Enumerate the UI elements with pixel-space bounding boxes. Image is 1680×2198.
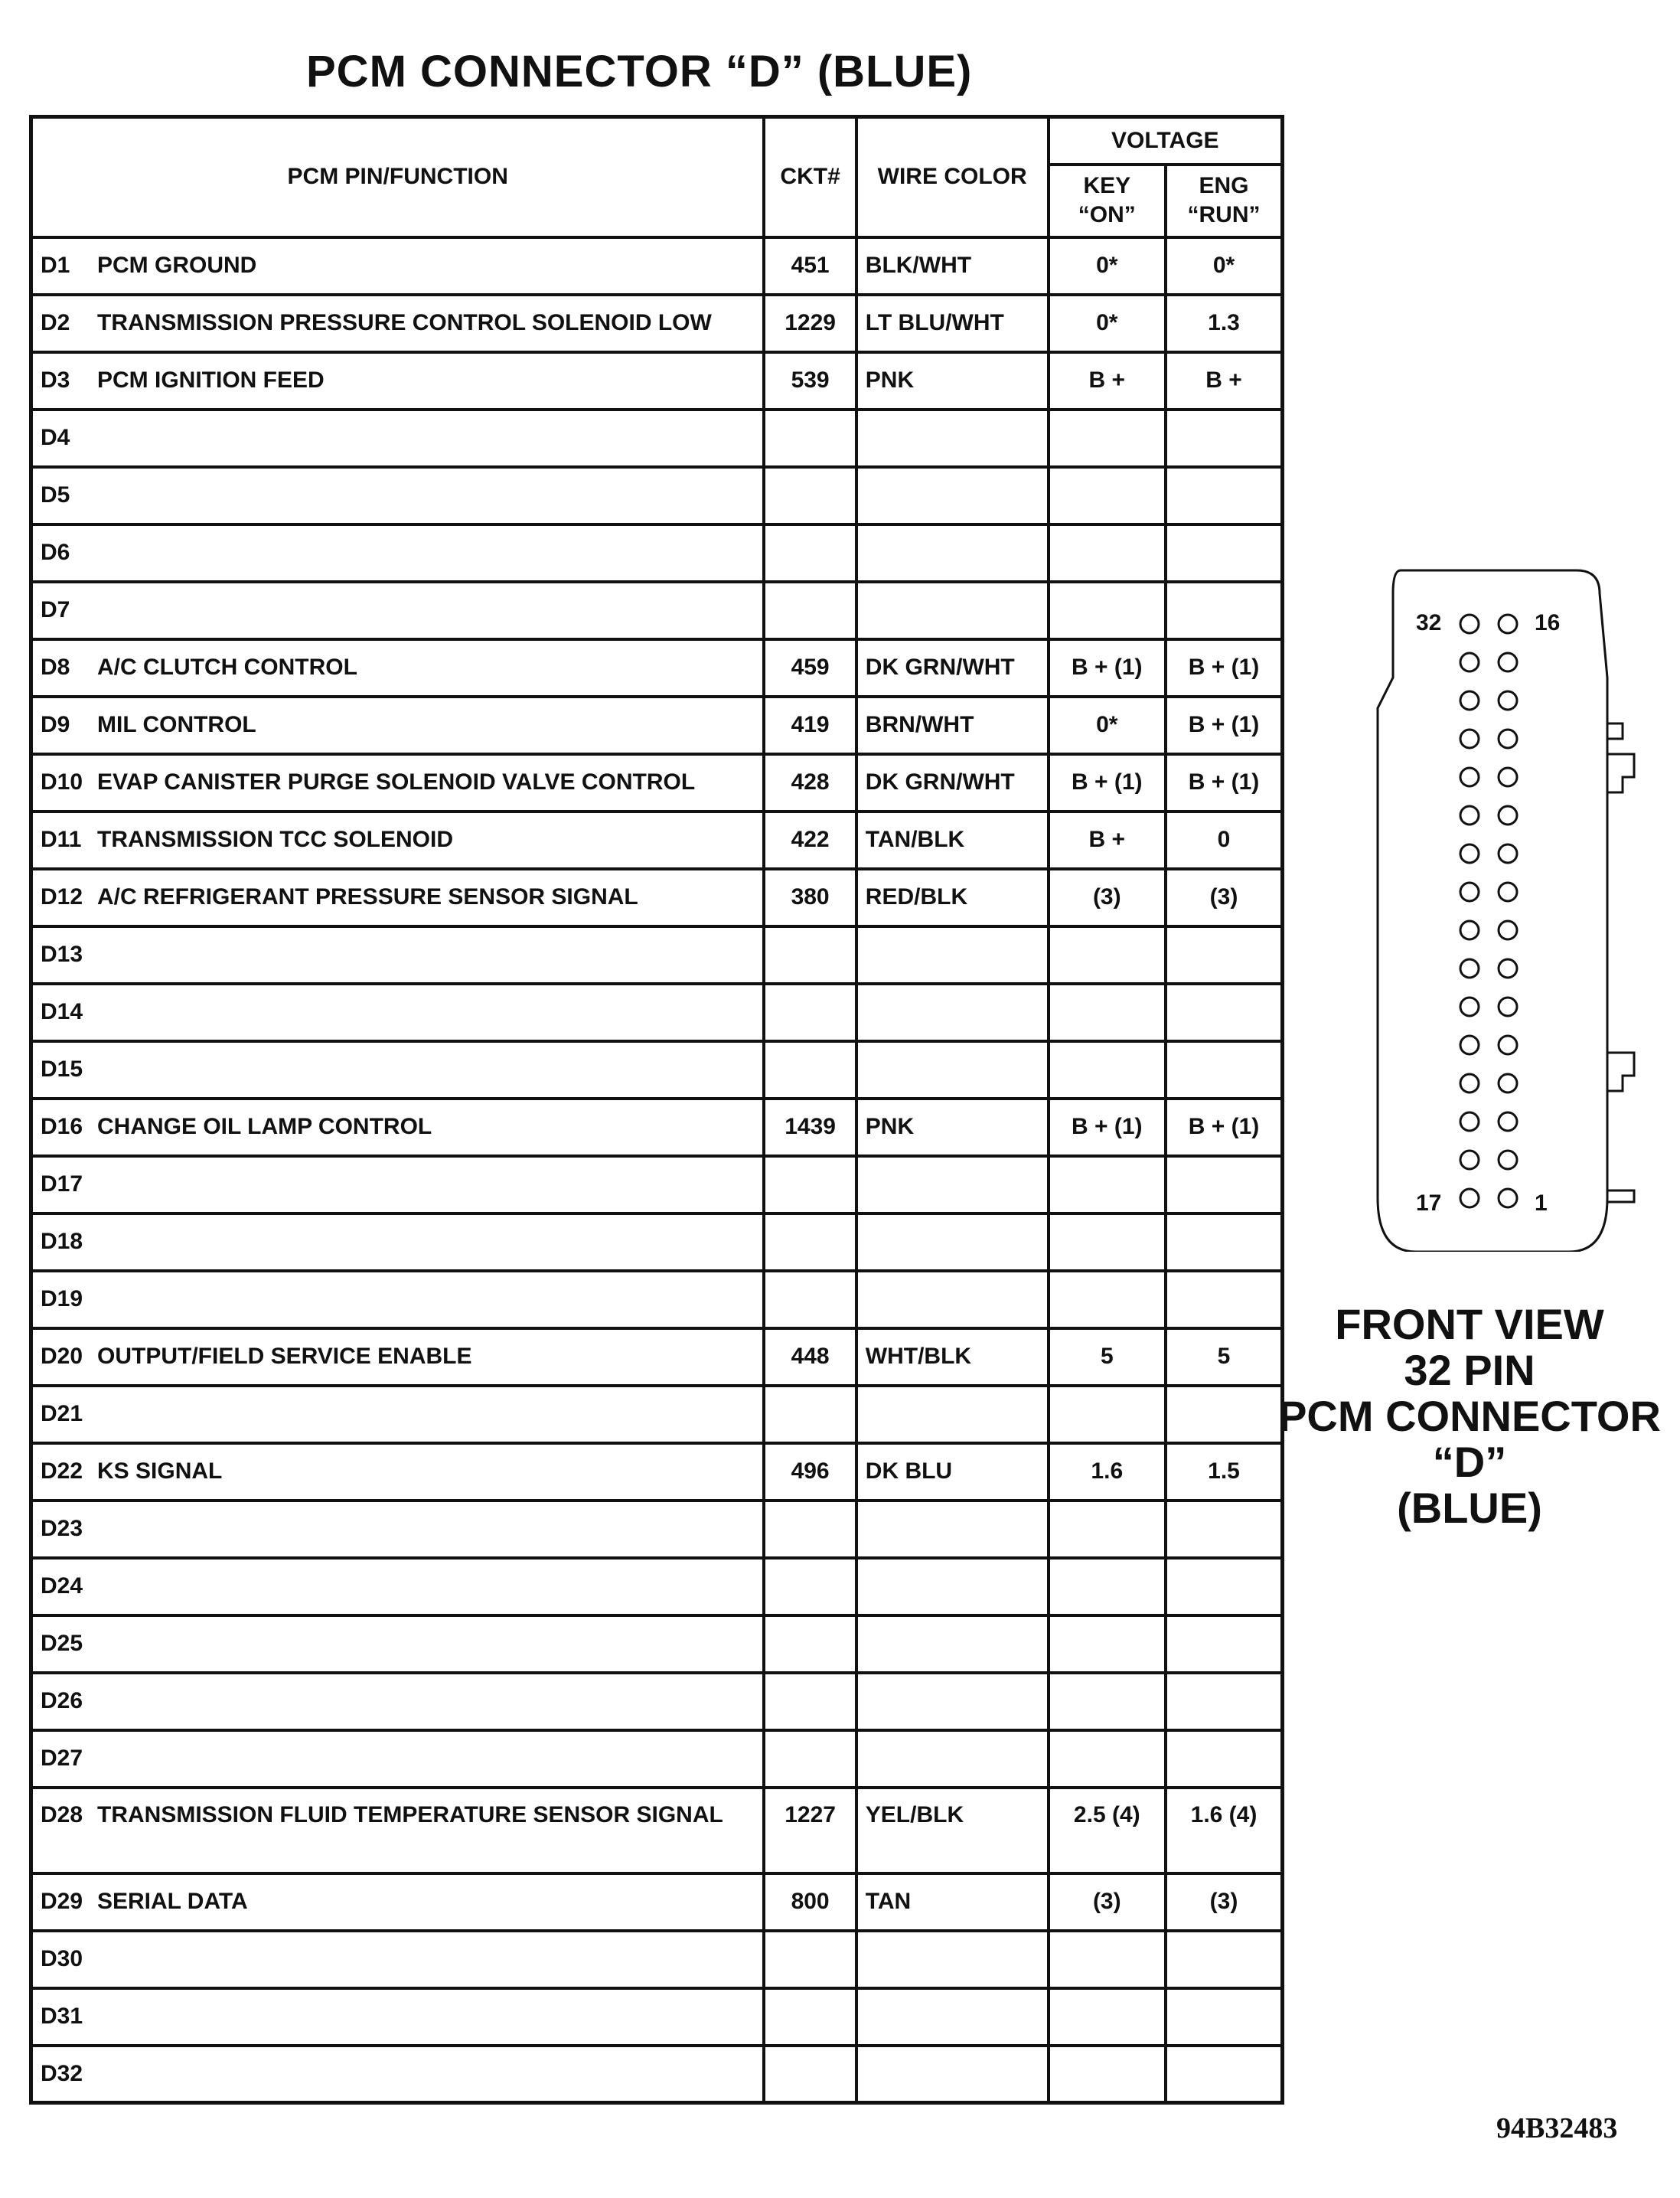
pin-function-cell	[31, 1099, 765, 1156]
table-row	[31, 524, 1283, 582]
header-pin-function: PCM PIN/FUNCTION	[31, 117, 765, 237]
table-row	[31, 812, 1283, 869]
circuit-number: 800	[764, 1873, 856, 1931]
table-row	[31, 1501, 1283, 1558]
table-row	[31, 352, 1283, 410]
voltage-key-on: B + (1)	[1049, 1099, 1166, 1156]
pin-number: D24	[41, 1573, 83, 1599]
pin-hole	[1499, 883, 1517, 901]
circuit-number	[764, 467, 856, 524]
header-ckt: CKT#	[764, 117, 856, 237]
wire-color	[856, 1615, 1049, 1673]
wire-color	[856, 984, 1049, 1041]
wire-color: TAN/BLK	[856, 812, 1049, 869]
voltage-eng-run	[1166, 524, 1282, 582]
voltage-eng-run: B + (1)	[1166, 754, 1282, 812]
voltage-eng-run: 1.6 (4)	[1166, 1788, 1282, 1873]
circuit-number	[764, 1501, 856, 1558]
voltage-eng-run	[1166, 582, 1282, 639]
caption-line-2: 32 PIN	[1404, 1346, 1535, 1394]
header-voltage: VOLTAGE	[1049, 117, 1283, 165]
voltage-key-on	[1049, 582, 1166, 639]
voltage-key-on	[1049, 1501, 1166, 1558]
table-row	[31, 1673, 1283, 1730]
pin-hole	[1499, 921, 1517, 939]
voltage-eng-run: 0*	[1166, 237, 1282, 295]
wire-color: DK GRN/WHT	[856, 639, 1049, 697]
pin-function-cell	[31, 1931, 765, 1988]
wire-color: LT BLU/WHT	[856, 295, 1049, 352]
connector-latch-bottom	[1607, 1053, 1634, 1202]
voltage-key-on: (3)	[1049, 1873, 1166, 1931]
circuit-number: 380	[764, 869, 856, 926]
wire-color	[856, 524, 1049, 582]
pin-function-cell	[31, 1788, 765, 1873]
pin-number: D18	[41, 1229, 83, 1254]
pin-function: PCM IGNITION FEED	[97, 367, 325, 393]
wire-color	[856, 2046, 1049, 2103]
pin-hole	[1499, 1074, 1517, 1092]
voltage-key-on: 0*	[1049, 295, 1166, 352]
voltage-eng-run: 1.5	[1166, 1443, 1282, 1501]
connector-housing-outline	[1378, 570, 1607, 1252]
circuit-number	[764, 1156, 856, 1213]
voltage-key-on: 2.5 (4)	[1049, 1788, 1166, 1873]
table-row	[31, 1558, 1283, 1615]
pin-function-cell	[31, 1501, 765, 1558]
pin-function: A/C CLUTCH CONTROL	[97, 655, 357, 680]
pin-number: D26	[41, 1688, 83, 1713]
pin-number: D23	[41, 1516, 83, 1541]
pin-function-cell	[31, 1730, 765, 1788]
table-row	[31, 926, 1283, 984]
voltage-key-on: B + (1)	[1049, 754, 1166, 812]
table-row	[31, 1615, 1283, 1673]
voltage-eng-run	[1166, 1558, 1282, 1615]
voltage-key-on	[1049, 1156, 1166, 1213]
wire-color	[856, 1386, 1049, 1443]
voltage-eng-run	[1166, 926, 1282, 984]
pin-number: D12	[41, 884, 83, 910]
table-row	[31, 1873, 1283, 1931]
table-row	[31, 869, 1283, 926]
pin-hole	[1499, 806, 1517, 825]
figure-id: 94B32483	[1496, 2112, 1618, 2144]
pin-holes	[1460, 615, 1517, 1207]
pin-hole	[1499, 615, 1517, 633]
pin-hole	[1499, 1151, 1517, 1169]
pin-function: CHANGE OIL LAMP CONTROL	[97, 1114, 432, 1139]
wire-color: YEL/BLK	[856, 1788, 1049, 1873]
voltage-key-on	[1049, 1558, 1166, 1615]
voltage-eng-run	[1166, 1213, 1282, 1271]
wire-color	[856, 582, 1049, 639]
pin-number: D19	[41, 1286, 83, 1311]
pin-function: EVAP CANISTER PURGE SOLENOID VALVE CONTROL	[97, 769, 696, 795]
caption-line-1: FRONT VIEW	[1335, 1300, 1604, 1348]
pin-hole	[1499, 653, 1517, 671]
pin-label-1: 1	[1535, 1190, 1548, 1216]
circuit-number	[764, 1386, 856, 1443]
pin-hole	[1499, 768, 1517, 786]
pin-hole	[1460, 959, 1479, 978]
pin-hole	[1499, 1112, 1517, 1131]
voltage-eng-run: B + (1)	[1166, 1099, 1282, 1156]
wire-color: DK GRN/WHT	[856, 754, 1049, 812]
voltage-eng-run	[1166, 984, 1282, 1041]
pin-number: D8	[41, 655, 70, 680]
voltage-key-on	[1049, 1673, 1166, 1730]
pin-number: D21	[41, 1401, 83, 1426]
caption-line-4: “D”	[1432, 1438, 1507, 1486]
circuit-number: 1229	[764, 295, 856, 352]
pin-hole	[1460, 921, 1479, 939]
pin-function-cell	[31, 1443, 765, 1501]
pin-function-cell	[31, 352, 765, 410]
pin-function-cell	[31, 410, 765, 467]
voltage-key-on	[1049, 467, 1166, 524]
pin-function: KS SIGNAL	[97, 1458, 223, 1484]
pin-hole	[1460, 1074, 1479, 1092]
pin-function: A/C REFRIGERANT PRESSURE SENSOR SIGNAL	[97, 884, 638, 910]
pin-function: TRANSMISSION TCC SOLENOID	[97, 827, 454, 852]
pin-hole	[1460, 844, 1479, 863]
pin-hole	[1460, 730, 1479, 748]
pin-function-cell	[31, 295, 765, 352]
pin-hole	[1460, 653, 1479, 671]
voltage-eng-run	[1166, 2046, 1282, 2103]
table-row	[31, 1443, 1283, 1501]
pin-function-cell	[31, 524, 765, 582]
table-row	[31, 754, 1283, 812]
pin-number: D17	[41, 1171, 83, 1197]
pin-hole	[1499, 1189, 1517, 1207]
pin-function-cell	[31, 1328, 765, 1386]
table-row	[31, 1156, 1283, 1213]
pin-function-cell	[31, 1271, 765, 1328]
pin-number: D4	[41, 425, 70, 450]
pin-function-cell	[31, 1156, 765, 1213]
pin-number: D16	[41, 1114, 83, 1139]
circuit-number: 419	[764, 697, 856, 754]
pin-hole	[1460, 998, 1479, 1016]
voltage-key-on: 1.6	[1049, 1443, 1166, 1501]
pin-function-cell	[31, 697, 765, 754]
table-row	[31, 237, 1283, 295]
circuit-number: 459	[764, 639, 856, 697]
voltage-key-on	[1049, 1271, 1166, 1328]
table-row	[31, 1041, 1283, 1099]
voltage-key-on	[1049, 524, 1166, 582]
pin-function: TRANSMISSION PRESSURE CONTROL SOLENOID LOW	[97, 310, 712, 335]
voltage-eng-run	[1166, 1501, 1282, 1558]
wire-color	[856, 1931, 1049, 1988]
voltage-key-on	[1049, 1041, 1166, 1099]
wire-color: RED/BLK	[856, 869, 1049, 926]
pin-function: TRANSMISSION FLUID TEMPERATURE SENSOR SIGNAL	[97, 1801, 723, 1827]
voltage-key-on: 5	[1049, 1328, 1166, 1386]
voltage-key-on	[1049, 1213, 1166, 1271]
wire-color	[856, 467, 1049, 524]
voltage-key-on: B +	[1049, 812, 1166, 869]
pin-hole	[1460, 1189, 1479, 1207]
pin-function-cell	[31, 1615, 765, 1673]
voltage-eng-run: 0	[1166, 812, 1282, 869]
pin-number: D2	[41, 310, 70, 335]
voltage-key-on	[1049, 984, 1166, 1041]
circuit-number	[764, 1730, 856, 1788]
circuit-number	[764, 1931, 856, 1988]
table-row	[31, 1730, 1283, 1788]
pin-number: D14	[41, 999, 83, 1024]
pin-function-cell	[31, 2046, 765, 2103]
pin-number: D31	[41, 2004, 83, 2029]
pin-hole	[1499, 844, 1517, 863]
circuit-number: 1439	[764, 1099, 856, 1156]
pin-function: OUTPUT/FIELD SERVICE ENABLE	[97, 1344, 472, 1369]
table-row	[31, 295, 1283, 352]
table-row	[31, 1213, 1283, 1271]
pin-label-16: 16	[1535, 610, 1561, 635]
voltage-eng-run: B +	[1166, 352, 1282, 410]
pin-hole	[1460, 615, 1479, 633]
voltage-key-on	[1049, 1988, 1166, 2046]
circuit-number	[764, 1558, 856, 1615]
table-row	[31, 1328, 1283, 1386]
pin-function-cell	[31, 1213, 765, 1271]
wire-color	[856, 1558, 1049, 1615]
voltage-eng-run	[1166, 1041, 1282, 1099]
wire-color	[856, 1501, 1049, 1558]
pin-function-cell	[31, 984, 765, 1041]
pin-function-cell	[31, 1988, 765, 2046]
pin-function-cell	[31, 582, 765, 639]
pin-hole	[1460, 883, 1479, 901]
wire-color	[856, 1156, 1049, 1213]
connector-front-view-drawing	[1370, 563, 1661, 1252]
pin-function-cell	[31, 467, 765, 524]
voltage-key-on	[1049, 1615, 1166, 1673]
pin-hole	[1460, 768, 1479, 786]
circuit-number	[764, 1988, 856, 2046]
table-row	[31, 697, 1283, 754]
pin-function: SERIAL DATA	[97, 1889, 248, 1914]
pin-number: D30	[41, 1946, 83, 1971]
voltage-key-on: 0*	[1049, 237, 1166, 295]
pin-function-cell	[31, 812, 765, 869]
voltage-key-on	[1049, 926, 1166, 984]
pin-hole	[1460, 806, 1479, 825]
pin-number: D10	[41, 769, 83, 795]
wire-color: DK BLU	[856, 1443, 1049, 1501]
voltage-eng-run	[1166, 1931, 1282, 1988]
pin-number: D3	[41, 367, 70, 393]
table-row	[31, 582, 1283, 639]
table-row	[31, 467, 1283, 524]
pin-function-cell	[31, 639, 765, 697]
caption-line-3: PCM CONNECTOR	[1278, 1392, 1661, 1440]
wire-color: PNK	[856, 352, 1049, 410]
pin-number: D27	[41, 1746, 83, 1771]
circuit-number	[764, 926, 856, 984]
header-key-on: KEY “ON”	[1049, 165, 1166, 237]
caption-line-5: (BLUE)	[1397, 1484, 1542, 1532]
circuit-number: 539	[764, 352, 856, 410]
circuit-number: 428	[764, 754, 856, 812]
pin-hole	[1499, 998, 1517, 1016]
pin-number: D25	[41, 1631, 83, 1656]
pin-function-cell	[31, 869, 765, 926]
pin-function-cell	[31, 1673, 765, 1730]
pin-function-table	[29, 115, 1284, 2105]
voltage-eng-run: 1.3	[1166, 295, 1282, 352]
circuit-number	[764, 524, 856, 582]
circuit-number	[764, 2046, 856, 2103]
wire-color	[856, 1730, 1049, 1788]
circuit-number	[764, 582, 856, 639]
pin-number: D29	[41, 1889, 83, 1914]
wire-color	[856, 1271, 1049, 1328]
voltage-eng-run: 5	[1166, 1328, 1282, 1386]
pin-function-cell	[31, 1386, 765, 1443]
pin-hole	[1460, 1036, 1479, 1054]
voltage-eng-run	[1166, 1673, 1282, 1730]
header-wire-color: WIRE COLOR	[856, 117, 1049, 237]
document-title: PCM CONNECTOR “D” (BLUE)	[306, 47, 973, 96]
pin-hole	[1499, 1036, 1517, 1054]
voltage-eng-run: B + (1)	[1166, 697, 1282, 754]
circuit-number: 1227	[764, 1788, 856, 1873]
voltage-eng-run	[1166, 1156, 1282, 1213]
wire-color	[856, 1213, 1049, 1271]
pin-number: D32	[41, 2060, 83, 2086]
voltage-key-on: 0*	[1049, 697, 1166, 754]
voltage-eng-run: (3)	[1166, 1873, 1282, 1931]
voltage-eng-run	[1166, 410, 1282, 467]
pin-function-cell	[31, 1558, 765, 1615]
circuit-number: 496	[764, 1443, 856, 1501]
table-row	[31, 639, 1283, 697]
wire-color: TAN	[856, 1873, 1049, 1931]
connector-caption	[1271, 1301, 1669, 1531]
circuit-number	[764, 1271, 856, 1328]
pin-hole	[1499, 730, 1517, 748]
circuit-number	[764, 1615, 856, 1673]
voltage-eng-run	[1166, 1730, 1282, 1788]
pin-number: D9	[41, 712, 70, 737]
pin-number: D5	[41, 482, 70, 508]
pin-hole	[1460, 1151, 1479, 1169]
pin-hole	[1499, 959, 1517, 978]
circuit-number	[764, 1213, 856, 1271]
pin-number: D20	[41, 1344, 83, 1369]
pin-function-cell	[31, 926, 765, 984]
circuit-number: 448	[764, 1328, 856, 1386]
voltage-eng-run	[1166, 1615, 1282, 1673]
pin-function: PCM GROUND	[97, 253, 257, 278]
voltage-key-on	[1049, 1931, 1166, 1988]
voltage-eng-run	[1166, 1271, 1282, 1328]
wire-color: WHT/BLK	[856, 1328, 1049, 1386]
voltage-key-on: B +	[1049, 352, 1166, 410]
pin-hole	[1460, 691, 1479, 710]
pin-label-17: 17	[1416, 1190, 1442, 1216]
table-row	[31, 410, 1283, 467]
circuit-number	[764, 1673, 856, 1730]
pin-function-cell	[31, 237, 765, 295]
voltage-key-on: (3)	[1049, 869, 1166, 926]
wire-color	[856, 1673, 1049, 1730]
wire-color	[856, 926, 1049, 984]
voltage-eng-run	[1166, 467, 1282, 524]
connector-latch-top	[1607, 723, 1634, 792]
wire-color: BLK/WHT	[856, 237, 1049, 295]
pin-hole	[1499, 691, 1517, 710]
table-row	[31, 1099, 1283, 1156]
circuit-number	[764, 1041, 856, 1099]
voltage-eng-run	[1166, 1988, 1282, 2046]
table-row	[31, 1931, 1283, 1988]
voltage-key-on	[1049, 410, 1166, 467]
wire-color: BRN/WHT	[856, 697, 1049, 754]
pin-function-cell	[31, 1873, 765, 1931]
table-row	[31, 984, 1283, 1041]
pin-hole	[1460, 1112, 1479, 1131]
wire-color	[856, 1041, 1049, 1099]
wire-color	[856, 1988, 1049, 2046]
voltage-key-on	[1049, 1730, 1166, 1788]
circuit-number	[764, 984, 856, 1041]
pin-function-cell	[31, 1041, 765, 1099]
pin-number: D28	[41, 1801, 83, 1827]
table-row	[31, 2046, 1283, 2103]
pin-number: D15	[41, 1057, 83, 1082]
circuit-number: 451	[764, 237, 856, 295]
header-eng-run: ENG “RUN”	[1166, 165, 1282, 237]
pin-rows	[31, 237, 1283, 2103]
voltage-key-on	[1049, 2046, 1166, 2103]
circuit-number: 422	[764, 812, 856, 869]
table-row	[31, 1271, 1283, 1328]
voltage-eng-run	[1166, 1386, 1282, 1443]
pin-label-32: 32	[1416, 610, 1442, 635]
voltage-key-on: B + (1)	[1049, 639, 1166, 697]
pin-number: D1	[41, 253, 70, 278]
circuit-number	[764, 410, 856, 467]
voltage-eng-run: (3)	[1166, 869, 1282, 926]
wire-color: PNK	[856, 1099, 1049, 1156]
voltage-eng-run: B + (1)	[1166, 639, 1282, 697]
voltage-key-on	[1049, 1386, 1166, 1443]
table-row	[31, 1988, 1283, 2046]
pin-number: D11	[41, 827, 82, 852]
pin-number: D22	[41, 1458, 83, 1484]
table-row	[31, 1788, 1283, 1873]
pin-number: D13	[41, 942, 83, 967]
pin-function-cell	[31, 754, 765, 812]
wire-color	[856, 410, 1049, 467]
pin-number: D7	[41, 597, 70, 622]
pin-number: D6	[41, 540, 70, 565]
table-row	[31, 1386, 1283, 1443]
pin-function: MIL CONTROL	[97, 712, 256, 737]
